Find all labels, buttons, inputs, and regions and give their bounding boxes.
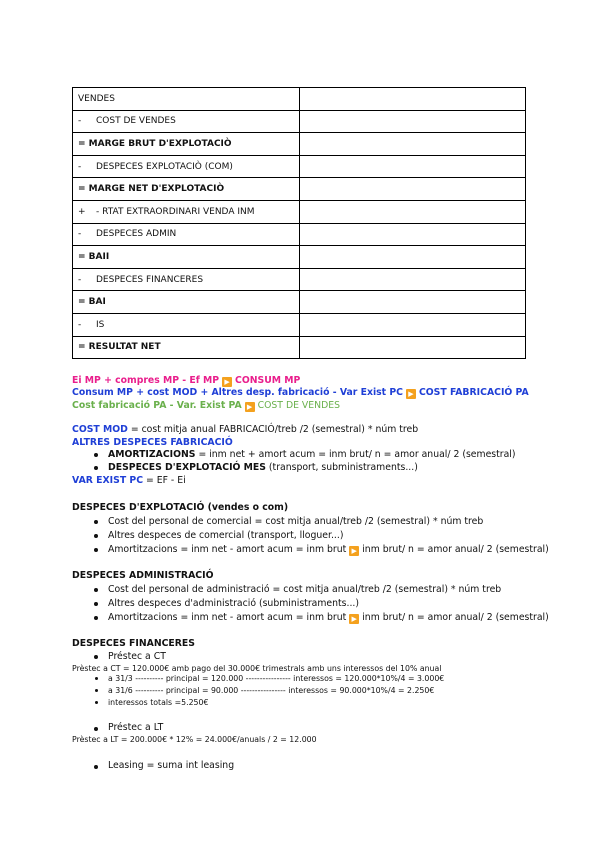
row-value-cell xyxy=(300,178,526,201)
row-value-cell xyxy=(300,110,526,133)
despeces-explotacio-title: DESPECES D'EXPLOTACIÓ (vendes o com) xyxy=(72,502,289,513)
row-sign: - xyxy=(78,319,82,330)
row-label: VENDES xyxy=(78,93,115,104)
altres-despeces-heading: ALTRES DESPECES FABRICACIÓ xyxy=(72,437,233,448)
row-label-cell xyxy=(73,268,300,291)
row-label-cell xyxy=(73,223,300,246)
row-label-cell xyxy=(73,133,300,156)
amortitzacions-item: Amortitzacions = inm net - amort acum = inm brut ▶ inm brut/ n = amor anual/ 2 (semestral) xyxy=(108,544,549,555)
row-sign: - xyxy=(78,161,82,172)
row-label-cell xyxy=(73,88,300,111)
play-arrow-icon: ▶ xyxy=(245,402,255,412)
table-row xyxy=(73,291,526,314)
prestec-ct-item: Préstec a CT xyxy=(108,651,166,662)
formula-text: Consum MP + cost MOD + Altres desp. fabricació - Var Exist PC xyxy=(72,387,403,398)
bullet-icon xyxy=(94,602,98,606)
row-label: = RESULTAT NET xyxy=(78,342,161,353)
bullet-icon xyxy=(94,466,98,470)
row-value-cell xyxy=(300,88,526,111)
cost-mod-label: COST MOD xyxy=(72,424,128,435)
row-label-cell xyxy=(73,200,300,223)
bullet-icon xyxy=(95,701,98,704)
row-label: IS xyxy=(96,319,105,330)
prestec-lt-description: Prèstec a LT = 200.000€ * 12% = 24.000€/anuals / 2 = 12.000 xyxy=(72,735,317,744)
formula-cost-fabricacio xyxy=(72,387,529,399)
altres-despeces-admin-item: Altres despeces d'administració (subministraments...) xyxy=(108,598,359,609)
income-statement-table xyxy=(72,87,526,359)
table-row xyxy=(73,155,526,178)
table-row xyxy=(73,223,526,246)
row-label-cell xyxy=(73,313,300,336)
table-row xyxy=(73,246,526,269)
row-label-cell xyxy=(73,246,300,269)
bullet-icon xyxy=(95,677,98,680)
row-label: DESPECES EXPLOTACIÒ (COM) xyxy=(96,161,233,172)
prestec-ct-description: Prèstec a CT = 120.000€ amb pago del 30.000€ trimestrals amb uns interessos del 10% anual xyxy=(72,664,442,673)
bullet-icon xyxy=(94,534,98,538)
formula-text: Cost fabricació PA - Var. Exist PA xyxy=(72,400,242,411)
despeces-financeres-title: DESPECES FINANCERES xyxy=(72,638,195,649)
formula-consum-mp xyxy=(72,375,300,387)
row-label-cell xyxy=(73,178,300,201)
ct-calc-2: a 31/6 ---------- principal = 90.000 ---------------- interessos = 90.000*10%/4 = 2.250€ xyxy=(108,686,435,695)
formula-text: Ei MP + compres MP - Ef MP xyxy=(72,375,220,386)
row-label-cell xyxy=(73,336,300,359)
play-arrow-icon: ▶ xyxy=(406,389,416,399)
row-value-cell xyxy=(300,268,526,291)
formula-result: CONSUM MP xyxy=(235,375,301,386)
var-exist-pc-line: VAR EXIST PC = EF - Ei xyxy=(72,475,186,486)
cost-mod-text: = cost mitja anual FABRICACIÓ/treb /2 (semestral) * núm treb xyxy=(127,424,419,435)
row-value-cell xyxy=(300,246,526,269)
formula-result: COST FABRICACIÓ PA xyxy=(418,387,529,398)
despeces-administracio-title: DESPECES ADMINISTRACIÓ xyxy=(72,570,214,581)
row-value-cell xyxy=(300,133,526,156)
row-value-cell xyxy=(300,336,526,359)
bullet-icon xyxy=(94,727,98,731)
row-label-cell xyxy=(73,110,300,133)
row-value-cell xyxy=(300,291,526,314)
table-row xyxy=(73,88,526,111)
amortizacions-item: AMORTIZACIONS = inm net + amort acum = inm brut/ n = amor anual/ 2 (semestral) xyxy=(108,449,516,460)
table-row xyxy=(73,336,526,359)
table-row xyxy=(73,268,526,291)
formula-result: COST DE VENDES xyxy=(257,400,341,411)
table-row xyxy=(73,178,526,201)
table-row xyxy=(73,313,526,336)
row-label: DESPECES ADMIN xyxy=(96,229,177,240)
row-label: = MARGE BRUT D'EXPLOTACIÒ xyxy=(78,138,232,149)
cost-mod-line xyxy=(72,424,418,435)
play-arrow-icon: ▶ xyxy=(349,614,359,624)
bullet-icon xyxy=(94,453,98,457)
bullet-icon xyxy=(94,765,98,769)
table-row xyxy=(73,110,526,133)
altres-despeces-comercial-item: Altres despeces de comercial (transport, lloguer...) xyxy=(108,530,344,541)
play-arrow-icon: ▶ xyxy=(222,377,232,387)
row-value-cell xyxy=(300,223,526,246)
row-sign: - xyxy=(78,229,82,240)
play-arrow-icon: ▶ xyxy=(349,546,359,556)
bullet-icon xyxy=(95,689,98,692)
prestec-lt-item: Préstec a LT xyxy=(108,722,164,733)
row-value-cell xyxy=(300,200,526,223)
table-row xyxy=(73,133,526,156)
table-row xyxy=(73,200,526,223)
row-label: DESPECES FINANCERES xyxy=(96,274,204,285)
row-sign: + xyxy=(78,206,86,217)
amortitzacions-admin-item: Amortitzacions = inm net - amort acum = inm brut ▶ inm brut/ n = amor anual/ 2 (semestral) xyxy=(108,612,549,623)
row-label: COST DE VENDES xyxy=(96,116,176,127)
bullet-icon xyxy=(94,655,98,659)
row-label: = MARGE NET D'EXPLOTACIÒ xyxy=(78,184,225,195)
bullet-icon xyxy=(94,616,98,620)
cost-personal-admin-item: Cost del personal de administració = cost mitja anual/treb /2 (semestral) * núm treb xyxy=(108,584,502,595)
row-value-cell xyxy=(300,155,526,178)
row-label-cell xyxy=(73,291,300,314)
bullet-icon xyxy=(94,520,98,524)
formula-cost-vendes xyxy=(72,400,340,412)
row-value-cell xyxy=(300,313,526,336)
bullet-icon xyxy=(94,588,98,592)
row-label-cell xyxy=(73,155,300,178)
row-sign: - xyxy=(78,116,82,127)
despeces-explotacio-mes-item: DESPECES D'EXPLOTACIÓ MES (transport, subministraments...) xyxy=(108,462,418,473)
row-label: - RTAT EXTRAORDINARI VENDA INM xyxy=(96,206,255,217)
ct-calc-1: a 31/3 ---------- principal = 120.000 ---------------- interessos = 120.000*10%/4 = 3.000€ xyxy=(108,674,445,683)
row-label: = BAII xyxy=(78,251,110,262)
cost-personal-comercial-item: Cost del personal de comercial = cost mitja anual/treb /2 (semestral) * núm treb xyxy=(108,516,484,527)
leasing-item: Leasing = suma int leasing xyxy=(108,760,235,771)
bullet-icon xyxy=(94,548,98,552)
ct-total: interessos totals =5.250€ xyxy=(108,698,209,707)
row-sign: - xyxy=(78,274,82,285)
row-label: = BAI xyxy=(78,297,106,308)
